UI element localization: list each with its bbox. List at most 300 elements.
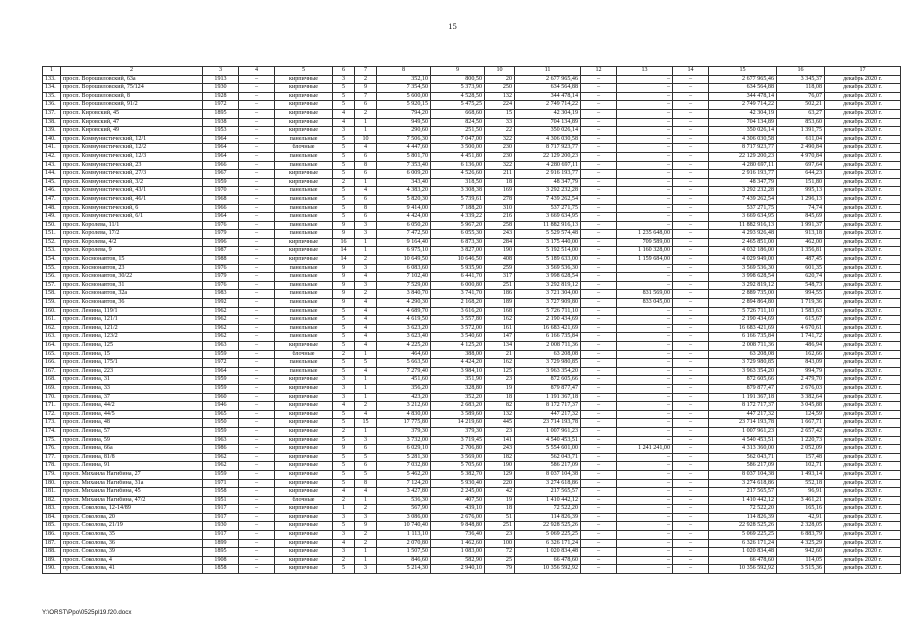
column-header: 6	[333, 67, 355, 76]
table-cell: 146.	[43, 187, 61, 196]
table-cell: –	[673, 118, 709, 127]
table-cell: –	[673, 376, 709, 385]
table-cell: 2	[355, 539, 377, 548]
table-row	[43, 75, 901, 84]
table-cell: 1 235 648,00	[617, 230, 673, 239]
table-cell: –	[581, 170, 617, 179]
table-cell: 1 191 367,18	[709, 393, 777, 402]
table-cell: 5 189 633,00	[515, 256, 581, 265]
table-cell: –	[673, 445, 709, 454]
table-cell: 1930	[203, 84, 239, 93]
table-cell: 343,40	[377, 178, 431, 187]
table-cell: 9 164,40	[377, 238, 431, 247]
page-number: 15	[448, 21, 457, 31]
column-header: 11	[515, 67, 581, 76]
table-cell: 10 649,50	[377, 256, 431, 265]
column-header: 10	[485, 67, 515, 76]
table-cell: –	[239, 109, 275, 118]
table-cell: 1988	[203, 256, 239, 265]
column-header: 13	[617, 67, 673, 76]
table-cell: 6 083,60	[377, 264, 431, 273]
table-cell: 5 462,20	[377, 470, 431, 479]
table-cell: –	[581, 488, 617, 497]
table-cell: 487,45	[777, 256, 825, 265]
table-cell: 4	[355, 488, 377, 497]
table-cell: декабрь 2020 г.	[825, 307, 901, 316]
table-cell: 125	[485, 367, 515, 376]
table-cell: 1 356,81	[777, 247, 825, 256]
table-cell: –	[617, 187, 673, 196]
table-cell: 5 726 711,10	[709, 307, 777, 316]
table-cell: кирпичные	[275, 178, 333, 187]
table-cell: –	[673, 316, 709, 325]
table-cell: 3	[333, 376, 355, 385]
table-cell: 168.	[43, 376, 61, 385]
table-row	[43, 307, 901, 316]
table-cell: 3	[333, 548, 355, 557]
table-cell: –	[617, 324, 673, 333]
table-cell: 2 190 434,69	[515, 316, 581, 325]
table-cell: 151,80	[777, 178, 825, 187]
table-cell: –	[581, 350, 617, 359]
table-cell: декабрь 2020 г.	[825, 299, 901, 308]
table-cell: 14	[333, 256, 355, 265]
table-cell: 114 826,39	[515, 513, 581, 522]
table-cell: 3 345,37	[777, 75, 825, 84]
table-cell: 5	[333, 204, 355, 213]
table-cell: 7 032,80	[377, 462, 431, 471]
table-cell: –	[239, 195, 275, 204]
table-cell: –	[239, 376, 275, 385]
table-cell: 51	[485, 513, 515, 522]
table-cell: –	[581, 531, 617, 540]
table-cell: –	[673, 384, 709, 393]
table-cell: –	[581, 359, 617, 368]
table-cell: кирпичные	[275, 427, 333, 436]
table-cell: –	[673, 273, 709, 282]
table-cell: 3	[355, 565, 377, 574]
table-cell: 4	[333, 539, 355, 548]
table-cell: 451,60	[377, 376, 431, 385]
column-header: 7	[355, 67, 377, 76]
table-cell: 2 070,80	[377, 539, 431, 548]
table-cell: 1 667,71	[777, 419, 825, 428]
table-cell: –	[673, 342, 709, 351]
table-cell: 2 916 193,77	[515, 170, 581, 179]
table-cell: 1951	[203, 496, 239, 505]
table-cell: 6 029,10	[377, 445, 431, 454]
table-cell: 7 472,50	[377, 230, 431, 239]
table-cell: 1 241 241,00	[617, 445, 673, 454]
table-cell: кирпичные	[275, 419, 333, 428]
table-cell: –	[617, 453, 673, 462]
table-cell: 3 623,20	[377, 324, 431, 333]
table-cell: кирпичные	[275, 101, 333, 110]
table-cell: –	[239, 402, 275, 411]
table-cell: –	[673, 230, 709, 239]
table-cell: 5 214,30	[377, 565, 431, 574]
table-cell: 4	[355, 410, 377, 419]
table-cell: 1966	[203, 204, 239, 213]
table-cell: блочные	[275, 496, 333, 505]
table-cell: 4	[355, 307, 377, 316]
table-cell: 1	[355, 178, 377, 187]
table-cell: 322	[485, 161, 515, 170]
table-cell: 1 007 961,23	[709, 427, 777, 436]
table-row	[43, 109, 901, 118]
table-cell: –	[673, 178, 709, 187]
table-cell: 133.	[43, 75, 61, 84]
footer-file-path: Y:\ORST\Ppo\0525pl19.f20.docx	[42, 609, 132, 616]
table-cell: –	[239, 118, 275, 127]
table-cell: 1992	[203, 299, 239, 308]
table-cell: –	[617, 427, 673, 436]
table-cell: –	[239, 281, 275, 290]
table-row	[43, 505, 901, 514]
table-cell: 1917	[203, 505, 239, 514]
table-cell: –	[673, 307, 709, 316]
table-cell: 3 045,88	[777, 402, 825, 411]
table-cell: 1	[355, 350, 377, 359]
table-row	[43, 393, 901, 402]
table-cell: –	[673, 393, 709, 402]
table-cell: –	[239, 565, 275, 574]
table-cell: –	[581, 453, 617, 462]
table-cell: 258	[485, 221, 515, 230]
table-cell: –	[673, 299, 709, 308]
table-cell: 6 326 171,24	[709, 539, 777, 548]
table-cell: 3 086,00	[377, 513, 431, 522]
table-cell: –	[617, 505, 673, 514]
table-cell: 4 447,60	[377, 144, 431, 153]
table-cell: 11 882 916,13	[709, 221, 777, 230]
table-cell: 5	[333, 522, 355, 531]
table-cell: –	[617, 496, 673, 505]
table-cell: 8 172 717,37	[515, 402, 581, 411]
table-cell: просп. Ленина, 44/2	[61, 402, 203, 411]
table-cell: просп. Космонавтов, 32а	[61, 290, 203, 299]
table-cell: декабрь 2020 г.	[825, 247, 901, 256]
table-cell: 5 373,90	[431, 84, 485, 93]
table-cell: 1959	[203, 427, 239, 436]
table-cell: 4	[333, 402, 355, 411]
table-cell: 1895	[203, 109, 239, 118]
table-cell: 6 166 735,84	[709, 333, 777, 342]
table-cell: –	[239, 230, 275, 239]
table-cell: 10 740,40	[377, 522, 431, 531]
table-cell: –	[239, 161, 275, 170]
table-cell: 1917	[203, 513, 239, 522]
table-cell: 709 589,00	[617, 238, 673, 247]
table-cell: 2 676,03	[777, 384, 825, 393]
table-cell: панельные	[275, 213, 333, 222]
table-cell: 4	[355, 367, 377, 376]
table-cell: 5 705,60	[431, 462, 485, 471]
table-cell: 2 683,20	[431, 402, 485, 411]
table-cell: 3	[333, 531, 355, 540]
table-cell: 4	[333, 118, 355, 127]
table-cell: 5	[333, 161, 355, 170]
table-cell: просп. Михаила Нагибина, 27	[61, 470, 203, 479]
table-row	[43, 522, 901, 531]
table-cell: –	[239, 350, 275, 359]
table-cell: 22 928 525,26	[709, 522, 777, 531]
table-cell: 144.	[43, 170, 61, 179]
column-header: 9	[431, 67, 485, 76]
table-cell: –	[239, 221, 275, 230]
table-cell: 251	[485, 281, 515, 290]
table-cell: 184.	[43, 513, 61, 522]
table-cell: –	[239, 127, 275, 136]
table-cell: кирпичные	[275, 118, 333, 127]
table-cell: 3	[333, 127, 355, 136]
table-cell: панельные	[275, 281, 333, 290]
table-cell: 1 410 442,12	[515, 496, 581, 505]
table-cell: –	[617, 376, 673, 385]
table-cell: 5	[333, 135, 355, 144]
table-cell: панельные	[275, 187, 333, 196]
table-cell: –	[617, 144, 673, 153]
table-cell: –	[581, 144, 617, 153]
table-cell: декабрь 2020 г.	[825, 427, 901, 436]
table-cell: 548,73	[777, 281, 825, 290]
table-cell: декабрь 2020 г.	[825, 453, 901, 462]
table-cell: 1962	[203, 316, 239, 325]
table-cell: 447 217,32	[709, 410, 777, 419]
table-cell: 3 569 536,30	[515, 264, 581, 273]
table-cell: 9	[333, 281, 355, 290]
table-cell: 2 749 714,22	[515, 101, 581, 110]
table-cell: декабрь 2020 г.	[825, 273, 901, 282]
table-cell: –	[617, 402, 673, 411]
table-cell: 2 190 434,69	[709, 316, 777, 325]
table-cell: –	[239, 92, 275, 101]
table-cell: 3 984,10	[431, 367, 485, 376]
table-cell: кирпичные	[275, 470, 333, 479]
table-cell: –	[239, 462, 275, 471]
table-cell: 3 669 634,95	[709, 213, 777, 222]
table-cell: 5	[333, 470, 355, 479]
table-cell: –	[617, 264, 673, 273]
table-cell: 22	[485, 127, 515, 136]
table-row	[43, 565, 901, 574]
table-cell: 5	[333, 324, 355, 333]
table-cell: –	[239, 384, 275, 393]
table-cell: 352,10	[377, 75, 431, 84]
table-cell: 16 683 421,69	[709, 324, 777, 333]
table-cell: 1	[355, 384, 377, 393]
table-cell: 14 219,60	[431, 419, 485, 428]
table-cell: декабрь 2020 г.	[825, 376, 901, 385]
table-cell: 1 507,50	[377, 548, 431, 557]
table-cell: 4 528,50	[431, 92, 485, 101]
table-cell: –	[617, 316, 673, 325]
table-cell: 1959	[203, 376, 239, 385]
table-cell: 7 529,00	[377, 281, 431, 290]
table-row	[43, 273, 901, 282]
table-cell: –	[617, 436, 673, 445]
table-cell: 843,09	[777, 359, 825, 368]
table-cell: декабрь 2020 г.	[825, 488, 901, 497]
table-cell: 2	[355, 505, 377, 514]
table-cell: 6 166 735,84	[515, 333, 581, 342]
table-cell: 5 192 514,00	[515, 247, 581, 256]
table-row	[43, 410, 901, 419]
table-cell: 1	[333, 505, 355, 514]
table-cell: просп. Соколова, 4	[61, 556, 203, 565]
table-cell: 356,20	[377, 384, 431, 393]
table-row	[43, 376, 901, 385]
table-cell: –	[617, 101, 673, 110]
table-cell: 3	[355, 230, 377, 239]
table-cell: 278	[485, 195, 515, 204]
table-cell: 114,05	[777, 556, 825, 565]
table-cell: 82	[485, 402, 515, 411]
table-cell: –	[581, 230, 617, 239]
table-cell: 9	[333, 273, 355, 282]
table-row	[43, 247, 901, 256]
table-cell: кирпичные	[275, 513, 333, 522]
table-cell: –	[673, 247, 709, 256]
table-row	[43, 427, 901, 436]
table-cell: панельные	[275, 264, 333, 273]
table-cell: декабрь 2020 г.	[825, 367, 901, 376]
table-cell: 2	[355, 531, 377, 540]
table-cell: декабрь 2020 г.	[825, 161, 901, 170]
table-cell: 1	[355, 548, 377, 557]
table-cell: 3	[355, 513, 377, 522]
table-cell: декабрь 2020 г.	[825, 539, 901, 548]
table-cell: 175.	[43, 436, 61, 445]
table-cell: –	[673, 436, 709, 445]
table-cell: панельные	[275, 195, 333, 204]
table-cell: 3 569 536,30	[709, 264, 777, 273]
table-cell: –	[673, 367, 709, 376]
table-row	[43, 238, 901, 247]
table-cell: –	[617, 488, 673, 497]
table-cell: –	[673, 213, 709, 222]
table-cell: 634 564,88	[709, 84, 777, 93]
table-cell: просп. Ворошиловский, 75/124	[61, 84, 203, 93]
table-cell: –	[581, 505, 617, 514]
table-cell: –	[673, 488, 709, 497]
table-cell: –	[581, 273, 617, 282]
table-cell: –	[239, 135, 275, 144]
table-cell: –	[581, 539, 617, 548]
table-cell: 5	[333, 316, 355, 325]
table-cell: просп. Соколова, 35	[61, 531, 203, 540]
table-cell: –	[617, 204, 673, 213]
table-cell: 824,50	[431, 118, 485, 127]
table-cell: 1962	[203, 333, 239, 342]
table-cell: 3 427,80	[377, 488, 431, 497]
table-cell: 3	[333, 384, 355, 393]
table-cell: декабрь 2020 г.	[825, 152, 901, 161]
table-cell: кирпичные	[275, 109, 333, 118]
table-cell: 3 998 628,54	[709, 273, 777, 282]
table-cell: –	[239, 548, 275, 557]
table-cell: декабрь 2020 г.	[825, 256, 901, 265]
table-cell: 1963	[203, 342, 239, 351]
table-row	[43, 290, 901, 299]
table-cell: просп. Космонавтов, 31	[61, 281, 203, 290]
table-row	[43, 350, 901, 359]
table-cell: –	[673, 462, 709, 471]
table-cell: 2 479,70	[777, 376, 825, 385]
table-cell: 4 280 697,11	[709, 161, 777, 170]
table-cell: –	[581, 135, 617, 144]
table-cell: 3	[333, 393, 355, 402]
table-cell: 1	[355, 427, 377, 436]
table-cell: 317	[485, 273, 515, 282]
table-cell: –	[581, 556, 617, 565]
table-cell: 66 478,60	[709, 556, 777, 565]
table-cell: 5	[333, 419, 355, 428]
table-cell: –	[617, 221, 673, 230]
table-cell: 1913	[203, 75, 239, 84]
table-cell: декабрь 2020 г.	[825, 436, 901, 445]
table-cell: –	[617, 118, 673, 127]
table-cell: 72 522,20	[709, 505, 777, 514]
table-cell: –	[673, 264, 709, 273]
table-cell: 5	[333, 92, 355, 101]
table-cell: декабрь 2020 г.	[825, 118, 901, 127]
table-cell: –	[673, 505, 709, 514]
table-cell: 1	[355, 118, 377, 127]
table-cell: 994,55	[777, 290, 825, 299]
table-cell: декабрь 2020 г.	[825, 178, 901, 187]
table-cell: 17 775,80	[377, 419, 431, 428]
table-cell: 2 749 714,22	[709, 101, 777, 110]
table-cell: 879 877,47	[515, 384, 581, 393]
table-cell: 48 347,79	[709, 178, 777, 187]
table-cell: –	[581, 316, 617, 325]
table-cell: 2	[355, 290, 377, 299]
table-cell: 6 326 171,24	[515, 539, 581, 548]
table-row	[43, 213, 901, 222]
table-cell: 5 663,50	[377, 359, 431, 368]
table-cell: 4 689,70	[377, 307, 431, 316]
table-cell: 18	[485, 178, 515, 187]
table-cell: 4	[355, 316, 377, 325]
table-cell: 407,50	[431, 496, 485, 505]
table-cell: 1930	[203, 522, 239, 531]
table-cell: –	[581, 247, 617, 256]
table-cell: –	[239, 539, 275, 548]
table-cell: просп. Космонавтов, 15	[61, 256, 203, 265]
table-cell: 155.	[43, 264, 61, 273]
table-cell: 8 717 923,77	[515, 144, 581, 153]
table-cell: 872 605,66	[515, 376, 581, 385]
table-cell: 166.	[43, 359, 61, 368]
table-cell: 1976	[203, 281, 239, 290]
table-cell: –	[617, 170, 673, 179]
table-cell: –	[239, 410, 275, 419]
table-cell: 3 998 628,54	[515, 273, 581, 282]
table-cell: –	[239, 247, 275, 256]
table-cell: –	[581, 333, 617, 342]
table-cell: 139.	[43, 127, 61, 136]
table-cell: 5	[333, 436, 355, 445]
table-cell: 1963	[203, 436, 239, 445]
table-cell: просп. Ленина, 175/1	[61, 359, 203, 368]
table-cell: –	[617, 92, 673, 101]
table-cell: просп. Ленина, 121/1	[61, 316, 203, 325]
table-cell: 1962	[203, 453, 239, 462]
table-cell: 188.	[43, 548, 61, 557]
table-cell: 15	[485, 109, 515, 118]
table-cell: 4	[355, 342, 377, 351]
